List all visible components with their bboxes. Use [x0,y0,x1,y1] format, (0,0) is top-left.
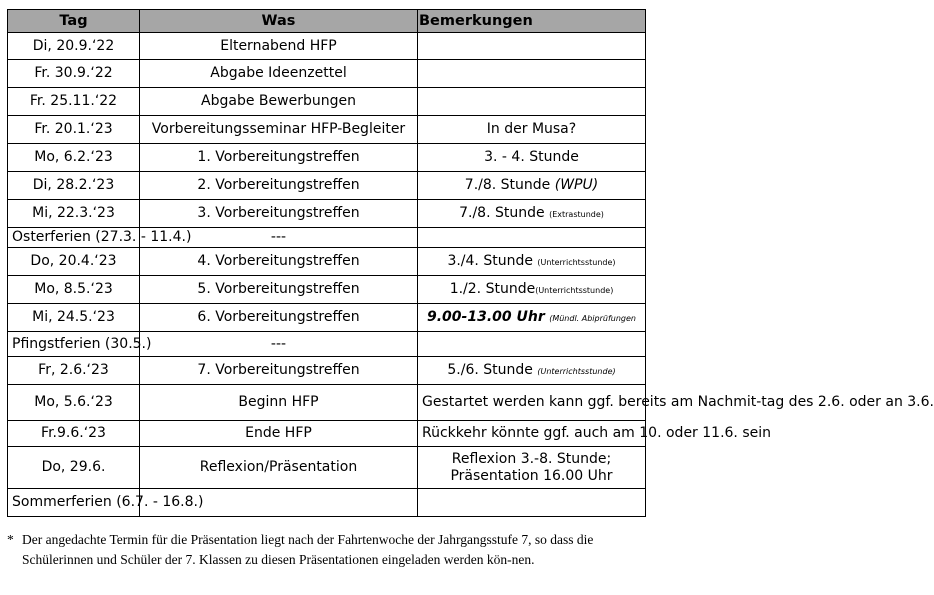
cell-remark [418,276,646,304]
remark-sub: (Unterrichtsstunde) [535,285,614,295]
cell-tag: Fr.9.6.‘23 [8,421,140,447]
table-row [8,385,646,421]
cell-tag: Do, 20.4.‘23 [8,248,140,276]
cell-was: 2. Vorbereitungstreffen [140,172,418,200]
header-tag: Tag [8,10,140,33]
cell-was: Beginn HFP [140,385,418,421]
cell-tag: Fr, 2.6.‘23 [8,357,140,385]
remark-sub: (Unterrichtsstunde) [537,366,616,376]
table-row [8,116,646,144]
table-row [8,447,646,489]
cell-remark [418,489,646,517]
cell-was: Abgabe Ideenzettel [140,60,418,88]
table-row [8,248,646,276]
header-row [8,10,646,33]
table-row [8,60,646,88]
cell-tag: Mo, 8.5.‘23 [8,276,140,304]
cell-tag: Di, 28.2.‘23 [8,172,140,200]
cell-tag: Sommerferien (6.7. - 16.8.) [8,489,140,517]
cell-tag: Pfingstferien (30.5.) [8,332,140,357]
table-row [8,276,646,304]
cell-tag: Di, 20.9.‘22 [8,33,140,60]
cell-tag: Mo, 6.2.‘23 [8,144,140,172]
cell-remark [418,60,646,88]
table-row [8,33,646,60]
cell-was: --- [140,228,418,248]
remark-sub: (WPU) [554,177,599,193]
cell-remark: In der Musa? [418,116,646,144]
footnote-text: Der angedachte Termin für die Präsentation liegt nach der Fahrtenwoche der Jahrgangsstufe 7, so dass die Schülerinnen und Schüler der 7. Klassen zu diesen Präsentationen eingeladen werden kön-nen. [22,532,594,567]
remark-sub: (Extrastunde) [549,209,604,219]
cell-remark [418,304,646,332]
footnote-marker: * [7,532,14,547]
remark-main: 5./6. Stunde [447,361,533,378]
cell-was: 5. Vorbereitungstreffen [140,276,418,304]
table-row [8,489,646,517]
cell-remark [418,200,646,228]
cell-remark [418,88,646,116]
cell-remark [418,332,646,357]
footnote [7,530,653,570]
table-row [8,357,646,385]
cell-remark [418,447,646,489]
header-was: Was [140,10,418,33]
cell-was: Vorbereitungsseminar HFP-Begleiter [140,116,418,144]
remark-main: 7./8. Stunde [459,204,545,221]
header-bemerkungen: Bemerkungen [418,10,646,33]
table-row [8,200,646,228]
remark-sub: (Unterrichtsstunde) [537,257,616,267]
remark-main: 9.00-13.00 Uhr [427,308,545,325]
table-row [8,172,646,200]
cell-was: Abgabe Bewerbungen [140,88,418,116]
table-row [8,88,646,116]
cell-tag: Osterferien (27.3. - 11.4.) [8,228,140,248]
remark-main: 3./4. Stunde [447,252,533,269]
cell-tag: Fr. 30.9.‘22 [8,60,140,88]
table-row [8,144,646,172]
cell-was: 6. Vorbereitungstreffen [140,304,418,332]
cell-tag: Mo, 5.6.‘23 [8,385,140,421]
cell-was: Ende HFP [140,421,418,447]
cell-remark [418,33,646,60]
cell-was: 3. Vorbereitungstreffen [140,200,418,228]
cell-was: Reflexion/Präsentation [140,447,418,489]
cell-tag: Fr. 20.1.‘23 [8,116,140,144]
cell-remark [418,357,646,385]
remark-line: Reflexion 3.-8. Stunde; [451,450,612,467]
cell-was: Elternabend HFP [140,33,418,60]
remark-main: 1./2. Stunde [449,280,536,297]
cell-remark: Rückkehr könnte ggf. auch am 10. oder 11.6. sein [418,421,646,447]
cell-tag: Mi, 24.5.‘23 [8,304,140,332]
cell-remark [418,248,646,276]
table-row [8,228,646,248]
cell-tag: Mi, 22.3.‘23 [8,200,140,228]
cell-was: 4. Vorbereitungstreffen [140,248,418,276]
cell-tag: Do, 29.6. [8,447,140,489]
cell-tag: Fr. 25.11.‘22 [8,88,140,116]
cell-remark [418,228,646,248]
table-row [8,304,646,332]
remark-main: 7./8. Stunde [464,177,551,193]
cell-remark: Gestartet werden kann ggf. bereits am Nachmit-tag des 2.6. oder an 3.6. [418,385,646,421]
remark-line: Präsentation 16.00 Uhr [450,467,613,484]
remark-sub: (Mündl. Abiprüfungen [549,313,636,323]
cell-was: 1. Vorbereitungstreffen [140,144,418,172]
cell-remark: 3. - 4. Stunde [418,144,646,172]
table-row [8,332,646,357]
schedule-table [7,9,934,517]
cell-was: --- [140,332,418,357]
cell-remark [418,172,646,200]
cell-was: 7. Vorbereitungstreffen [140,357,418,385]
table-row [8,421,646,447]
